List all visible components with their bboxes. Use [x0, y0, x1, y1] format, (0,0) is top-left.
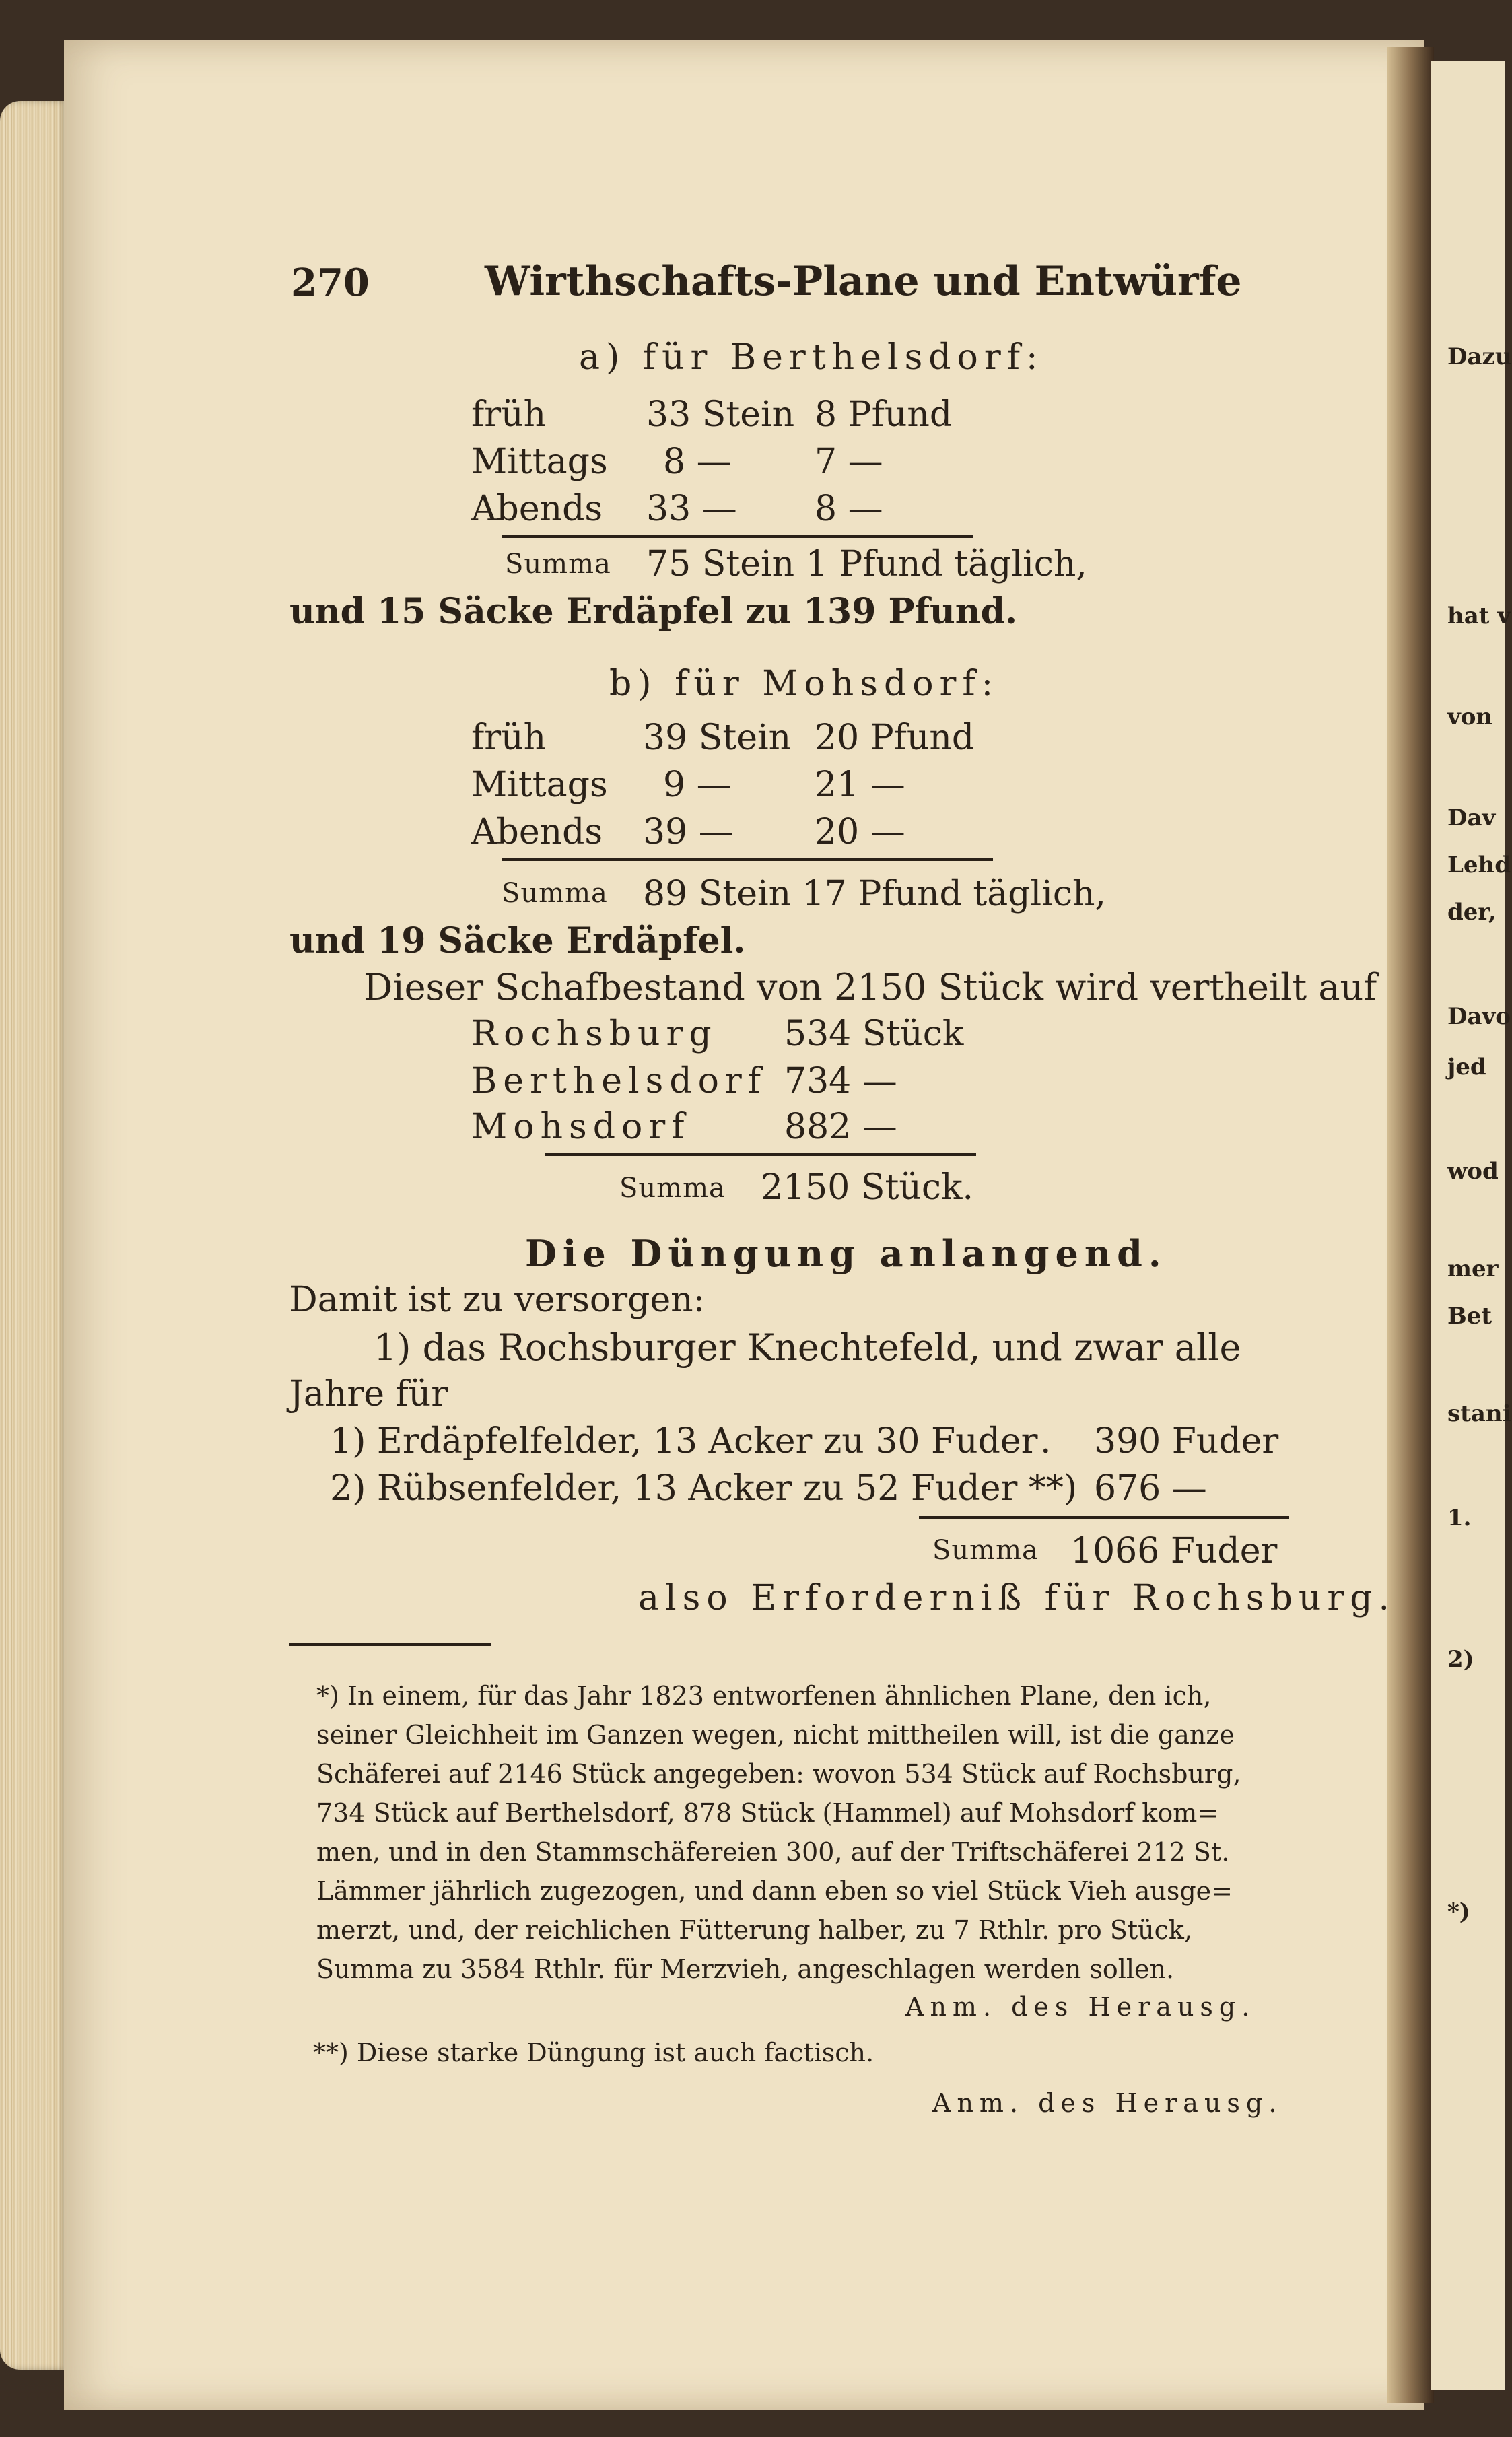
paragraph-line: Jahre für — [289, 1374, 448, 1414]
head-count: 734 — — [784, 1061, 897, 1101]
pfund-value: 20 — — [815, 812, 905, 852]
head-count: 534 Stück — [784, 1014, 964, 1054]
pfund-value: 8 — — [815, 489, 883, 529]
fragment: Bet — [1447, 1303, 1492, 1330]
summa-value: 1066 Fuder — [1070, 1531, 1278, 1571]
stein-value: 33 Stein — [646, 394, 795, 435]
pfund-value: 20 Pfund — [815, 718, 975, 758]
fragment: von — [1447, 703, 1493, 730]
section-heading: Die Düngung anlangend. — [525, 1232, 1167, 1275]
row-label: Mittags — [471, 442, 608, 482]
paragraph-line: Damit ist zu versorgen: — [289, 1280, 706, 1320]
pfund-value: 7 — — [815, 442, 883, 482]
row-label: Mittags — [471, 765, 608, 805]
paragraph-line: Dieser Schafbestand von 2150 Stück wird vertheilt auf — [364, 966, 1377, 1008]
stein-value: 39 Stein — [643, 718, 792, 758]
footnote-line: *) In einem, für das Jahr 1823 entworfenen ähnlichen Plane, den ich, — [316, 1681, 1212, 1711]
fragment: jed — [1447, 1054, 1486, 1080]
pfund-value: 8 Pfund — [815, 394, 953, 435]
sum-rule — [502, 858, 993, 861]
footnote-signature: Anm. des Herausg. — [905, 1992, 1256, 2022]
fragment: der, — [1447, 899, 1497, 926]
footnote-rule — [289, 1643, 491, 1646]
stein-value: 8 — — [663, 442, 732, 482]
footnote-line: 734 Stück auf Berthelsdorf, 878 Stück (Hammel) auf Mohsdorf kom= — [316, 1798, 1219, 1828]
fuder-value: 676 — — [1094, 1468, 1207, 1509]
adjacent-page — [1431, 61, 1505, 2390]
paragraph-line: und 19 Säcke Erdäpfel. — [289, 920, 746, 961]
footnote-line: men, und in den Stammschäfereien 300, auf der Triftschäferei 212 St. — [316, 1837, 1230, 1867]
running-title: Wirthschafts-Plane und Entwürfe — [485, 258, 1242, 305]
stein-value: 9 — — [663, 765, 732, 805]
section-b-heading: b) für Mohsdorf: — [609, 664, 1000, 704]
stein-value: 33 — — [646, 489, 737, 529]
place-name: Berthelsdorf — [471, 1061, 767, 1101]
fragment: Dav — [1447, 804, 1496, 831]
summa-value: 2150 Stück. — [761, 1167, 974, 1208]
field-row-label: 2) Rübsenfelder, 13 Acker zu 52 Fuder **) — [330, 1468, 1078, 1509]
row-label: früh — [471, 394, 547, 435]
page-number: 270 — [291, 261, 370, 305]
summa-value: 75 Stein 1 Pfund täglich, — [646, 544, 1087, 584]
fragment: Dazu — [1447, 343, 1512, 370]
footnote-line: **) Diese starke Düngung ist auch factisch. — [313, 2038, 874, 2067]
row-label: Abends — [471, 489, 603, 529]
page-edge — [0, 101, 67, 2370]
fragment: mer — [1447, 1256, 1499, 1282]
paragraph-line: 1) das Rochsburger Knechtefeld, und zwar alle — [374, 1326, 1241, 1369]
book-gutter — [1387, 47, 1434, 2403]
fragment: stani — [1447, 1400, 1511, 1427]
summa-label: Summa — [502, 878, 608, 909]
footnote-line: merzt, und, der reichlichen Fütterung halber, zu 7 Rthlr. pro Stück, — [316, 1915, 1193, 1945]
fragment: Davo — [1447, 1003, 1511, 1030]
fragment: 2) — [1447, 1646, 1474, 1673]
fragment: wod — [1447, 1158, 1499, 1185]
head-count: 882 — — [784, 1107, 897, 1147]
summa-label: Summa — [619, 1173, 726, 1204]
fragment: hat v — [1447, 603, 1511, 629]
row-label: Abends — [471, 812, 603, 852]
fragment: 1. — [1447, 1505, 1472, 1532]
sum-rule — [545, 1153, 976, 1156]
footnote-line: Schäferei auf 2146 Stück angegeben: wovon 534 Stück auf Rochsburg, — [316, 1759, 1241, 1789]
section-a-heading: a) für Berthelsdorf: — [579, 337, 1044, 378]
sum-rule — [919, 1516, 1289, 1519]
footnote-signature: Anm. des Herausg. — [932, 2088, 1283, 2118]
fragment: *) — [1447, 1898, 1470, 1925]
sum-rule — [502, 535, 973, 538]
pfund-value: 21 — — [815, 765, 905, 805]
summa-label: Summa — [932, 1535, 1039, 1566]
paragraph-line: und 15 Säcke Erdäpfel zu 139 Pfund. — [289, 591, 1018, 632]
field-row-label: 1) Erdäpfelfelder, 13 Acker zu 30 Fuder — [330, 1421, 1038, 1462]
footnote-line: seiner Gleichheit im Ganzen wegen, nicht mittheilen will, ist die ganze — [316, 1720, 1235, 1750]
leader-dot: . — [1040, 1421, 1052, 1462]
stein-value: 39 — — [643, 812, 734, 852]
footnote-line: Lämmer jährlich zugezogen, und dann eben so viel Stück Vieh ausge= — [316, 1876, 1233, 1906]
place-name: Rochsburg — [471, 1014, 718, 1054]
footnote-line: Summa zu 3584 Rthlr. für Merzvieh, angeschlagen werden sollen. — [316, 1954, 1175, 1984]
fragment: Lehd — [1447, 852, 1511, 879]
conclusion-line: also Erforderniß für Rochsburg. — [638, 1578, 1396, 1618]
summa-label: Summa — [505, 549, 611, 580]
summa-value: 89 Stein 17 Pfund täglich, — [643, 874, 1106, 914]
fuder-value: 390 Fuder — [1094, 1421, 1279, 1462]
row-label: früh — [471, 718, 547, 758]
place-name: Mohsdorf — [471, 1107, 691, 1147]
